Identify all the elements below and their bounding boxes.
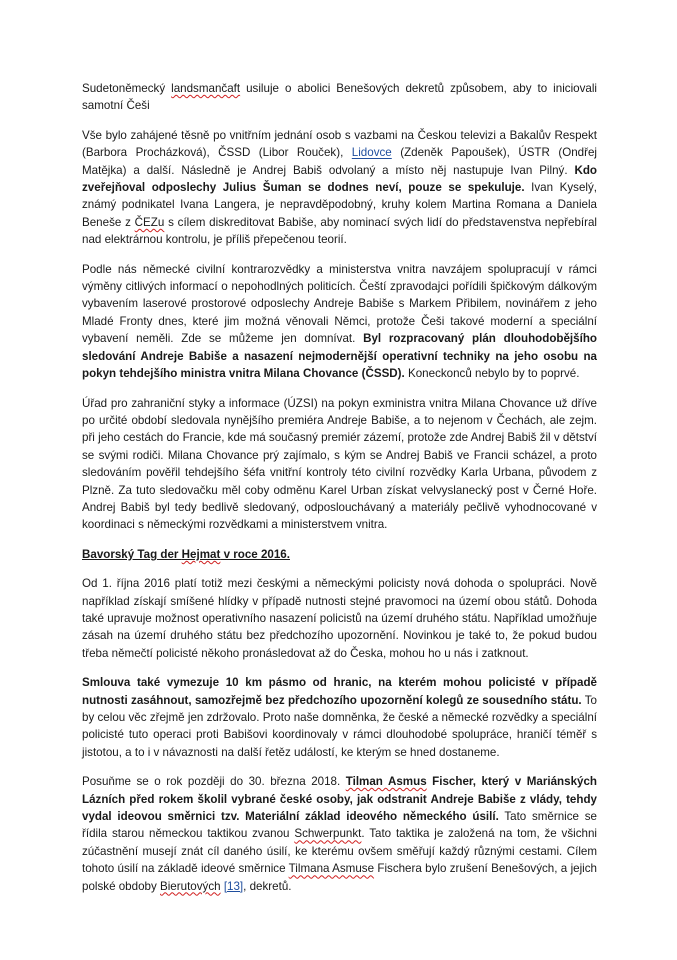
text-run: Ivan Kyselý, známý podnikatel Ivana Langera, je nepravděpodobný, kruhy kolem Martina Romana a Daniela Beneše z <box>82 181 597 229</box>
paragraph-7 <box>82 773 597 895</box>
text-run: Fischera bylo zrušení Benešových, a jejich polské obdoby <box>82 862 597 893</box>
spellcheck-word: Tilmana Asmuse <box>288 862 375 876</box>
text-run: Sudetoněmecký <box>82 82 172 95</box>
footnote-link[interactable]: [13] <box>223 879 244 893</box>
link-lidovce[interactable]: Lidovce <box>351 146 392 160</box>
paragraph-5: Od 1. října 2016 platí totiž mezi českými a německými policisty nová dohoda o spolupráci. Nově například získají smíšené hlídky v případě nutnosti stejné pravomoci na území obou států. Dohoda také upravuje možnost operativního nasazení policistů na území druhého státu. Například umožňuje zásah na území druhého státu bez předchozího upozornění. Novinkou je také to, že pokud budou třeba němečtí policisté někoho pronásledovat až do Česka, mohou ho u nás i zatknout. <box>82 577 597 660</box>
bold-text: Smlouva také vymezuje 10 km pásmo od hranic, na kterém mohou policisté v případě nutnosti zasáhnout, samozřejmě bez předchozího upozornění kolegů ze sousedního státu. <box>82 676 597 707</box>
paragraph-4: Úřad pro zahraniční styky a informace (ÚZSI) na pokyn exministra vnitra Milana Chovance už dříve po určité období sledovala nynějšího premiéra Andreje Babiše, a to nejenom v Čechách, ale zejm. při jeho cestách do Francie, kde má současný premiér zázemí, protože zde Andrej Babiš žil v dětství se svými rodiči. Milana Chovance prý zajímalo, s kým se Andrej Babiš ve Francii scházel, a proto sledováním pověřil tehdejšího šéfa vnitřní kontroly této civilní rozvědky Karla Urbana, původem z Plzně. Za tuto sledovačku měl coby odměnu Karel Urban získat velvyslanecký post v Černé Hoře. Andrej Babiš byl tedy bedlivě sledovaný, odposlouchávaný a materiály pečlivě vyhodnocované v koordinaci s německými rozvědkami a ministerstvem vnitra. <box>82 396 597 532</box>
spellcheck-word: Hejmat <box>181 547 221 561</box>
spellcheck-word: landsmančaft <box>171 82 241 95</box>
text-run: Podle nás německé civilní kontrarozvědky a ministerstva vnitra navzájem spolupracují v rámci výměny citlivých informací o nepohodlných politicích. Čeští zpravodajci pořídili špičkovým dálkovým vybavením laserové prostorové odposlechy Andreje Babiše s Markem Přibilem, novinářem z jeho Mladé Fronty dnes, které jim možná věnovali Němci, protože Češi takové moderní a speciální vybavení neměli. Zde se můžeme jen domnívat. <box>82 262 597 346</box>
spellcheck-word: ČEZu <box>134 215 165 229</box>
text-run: To by celou věc zřejmě jen zdržovalo. Proto naše domněnka, že české a německé rozvědky a speciální policisté tuto operaci proti Babišovi koordinovaly v rámci dlouhodobé spolupráce, hraničí téměř s jistotou, a to i v návaznosti na další řetěz událostí, ke kterým se hned dostaneme. <box>82 693 597 759</box>
text-run: , dekretů. <box>243 879 292 893</box>
bold-text: Fischer, který v Mariánských Lázních před rokem školil vybrané české osoby, jak odstranit Andreje Babiše z vlády, tehdy vydal ideovou směrnici tzv. Materiální základ ideového německého úsilí. <box>82 775 597 824</box>
spellcheck-word: Tilman Asmus <box>345 775 427 789</box>
bold-text: Byl rozpracovaný plán dlouhodobějšího sledování Andreje Babiše a nasazení nejmodernější operativní techniky na jeho osobu na pokyn tehdejšího ministra vnitra Milana Chovance (ČSSD). <box>82 332 597 381</box>
spellcheck-word: Bierutových <box>160 879 221 893</box>
text-run: usiluje o abolici Benešových dekretů způsobem, aby to iniciovali samotní Češi <box>82 82 597 113</box>
paragraph-intro <box>82 80 597 115</box>
text-run: Posuňme se o rok později do 30. března 2018. <box>82 775 346 789</box>
text-run: Tato směrnice se řídila starou německou taktikou zvanou <box>82 810 597 841</box>
heading-text: Bavorský Tag der <box>82 547 182 561</box>
paragraph-3 <box>82 261 597 383</box>
paragraph-6 <box>82 674 597 761</box>
text-run: . Tato taktika je založená na tom, že všichni zúčastnění musejí znát cíl daného úsilí, ke kterému ovšem směřují každý různými cestami. Cílem tohoto úsilí na základě ideové směrnice <box>82 827 598 876</box>
text-run: s cílem diskreditovat Babiše, aby nominací svých lidí do představenstva nepřebíral nad elektrárnou kontrolu, je příliš přepečenou teorií. <box>82 215 597 247</box>
bold-text: Kdo zveřejňoval odposlechy Julius Šuman se dodnes neví, pouze se spekuluje. <box>82 163 597 195</box>
section-heading <box>82 546 597 563</box>
text-run: Koneckonců nebylo by to poprvé. <box>404 367 580 381</box>
text-run: Vše bylo zahájené těsně po vnitřním jednání osob s vazbami na Českou televizi a Bakalův Respekt (Barbora Procházková), ČSSD (Libor Rouček), <box>82 128 597 160</box>
text-run: (Zdeněk Papoušek), ÚSTR (Ondřej Matějka) a další. Následně je Andrej Babiš odvolaný a místo něj nastupuje Ivan Pilný. <box>82 146 597 177</box>
spellcheck-word: Schwerpunkt <box>294 827 362 841</box>
paragraph-2 <box>82 127 597 249</box>
heading-text: v roce 2016. <box>220 547 290 561</box>
